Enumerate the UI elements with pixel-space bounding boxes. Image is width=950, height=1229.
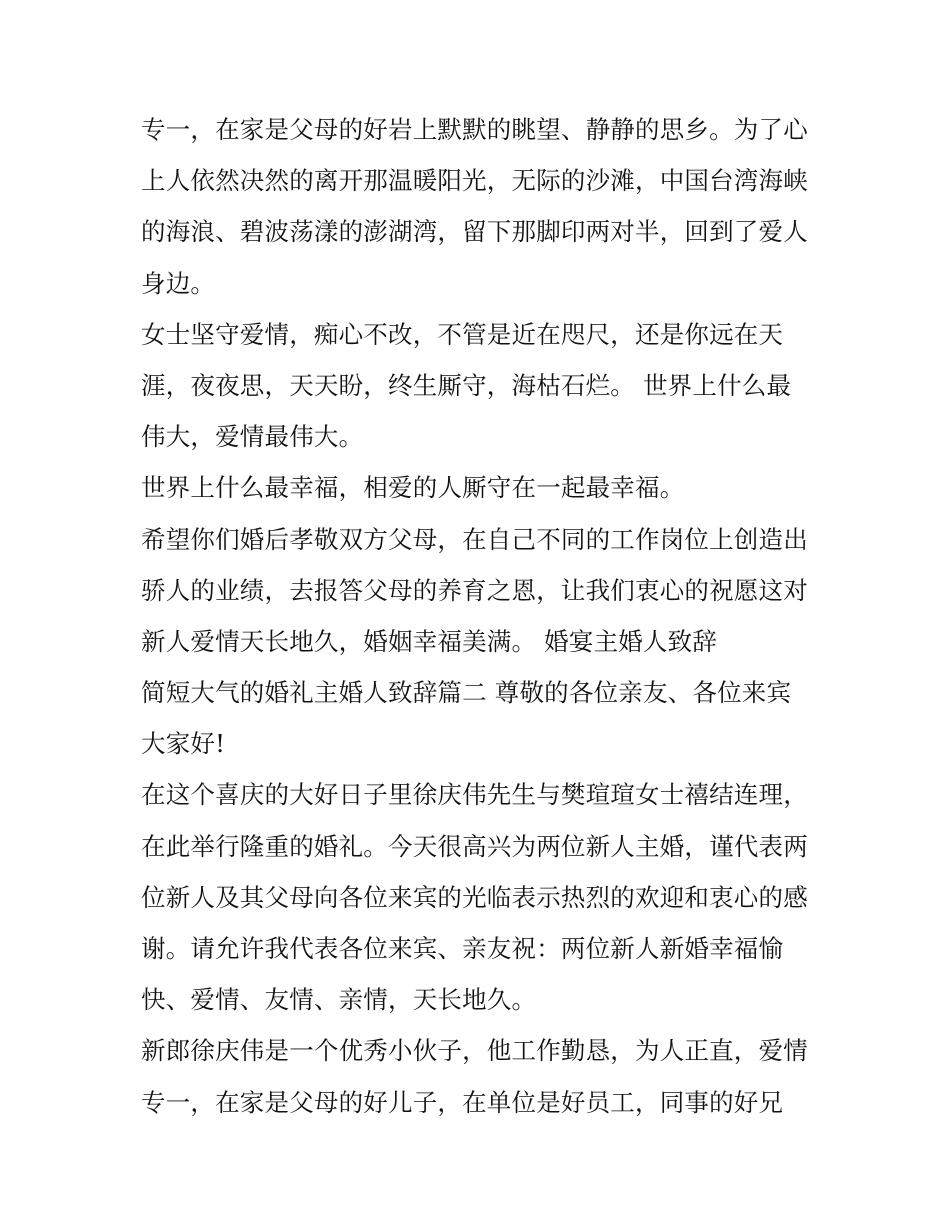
document-body-text bbox=[141, 104, 821, 1128]
text-line: 希望你们婚后孝敬双方父母，在自己不同的工作岗位上创造出 bbox=[141, 524, 808, 554]
text-line: 在此举行隆重的婚礼。今天很高兴为两位新人主婚，谨代表两 bbox=[141, 831, 808, 861]
text-line: 在这个喜庆的大好日子里徐庆伟先生与樊瑄瑄女士禧结连理， bbox=[141, 780, 808, 810]
text-line: 骄人的业绩，去报答父母的养育之恩，让我们衷心的祝愿这对 bbox=[141, 575, 808, 605]
text-line: 新郎徐庆伟是一个优秀小伙子，他工作勤恳，为人正直，爱情 bbox=[141, 1036, 808, 1066]
text-line: 女士坚守爱情，痴心不改，不管是近在咫尺，还是你远在天 bbox=[141, 319, 784, 349]
text-line: 简短大气的婚礼主婚人致辞篇二 尊敬的各位亲友、各位来宾 bbox=[141, 678, 792, 708]
text-line: 身边。 bbox=[141, 268, 216, 298]
text-line: 世界上什么最幸福，相爱的人厮守在一起最幸福。 bbox=[141, 473, 685, 503]
text-line: 涯，夜夜思，天天盼，终生厮守，海枯石烂。 世界上什么最 bbox=[141, 370, 792, 400]
text-line: 快、爱情、友情、亲情，天长地久。 bbox=[141, 985, 537, 1015]
text-line: 谢。请允许我代表各位来宾、亲友祝：两位新人新婚幸福愉 bbox=[141, 934, 784, 963]
text-line: 大家好! bbox=[141, 729, 226, 759]
text-line: 专一，在家是父母的好儿子，在单位是好员工，同事的好兄 bbox=[141, 1087, 784, 1117]
text-line: 位新人及其父母向各位来宾的光临表示热烈的欢迎和衷心的感 bbox=[141, 882, 808, 912]
text-line: 新人爱情天长地久，婚姻幸福美满。 婚宴主婚人致辞 bbox=[141, 626, 718, 656]
text-line: 伟大，爱情最伟大。 bbox=[141, 422, 364, 452]
text-line: 上人依然决然的离开那温暖阳光，无际的沙滩，中国台湾海峡 bbox=[141, 166, 808, 196]
text-line: 的海浪、碧波荡漾的澎湖湾，留下那脚印两对半，回到了爱人 bbox=[141, 217, 808, 247]
text-line: 专一，在家是父母的好岩上默默的眺望、静静的思乡。为了心 bbox=[141, 115, 808, 144]
